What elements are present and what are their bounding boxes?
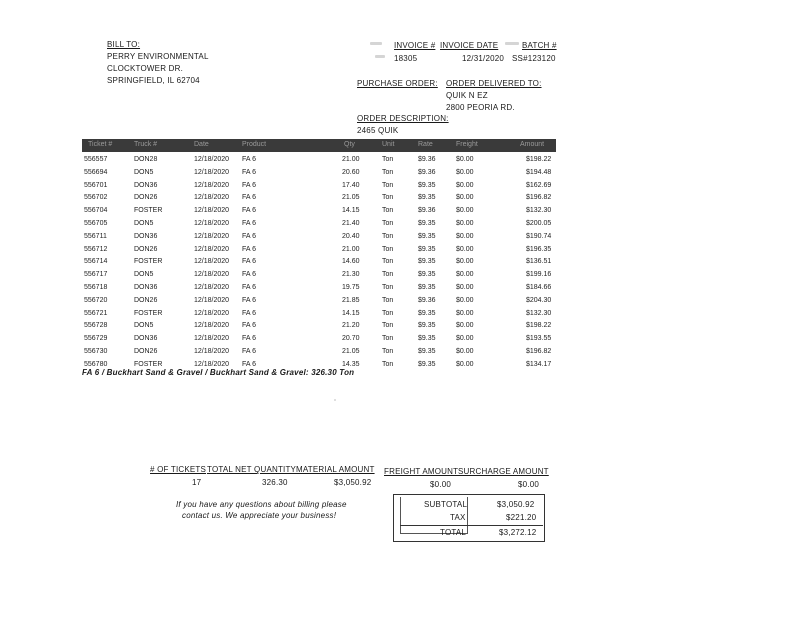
cell-unit: Ton	[382, 296, 394, 304]
cell-product: FA 6	[242, 322, 257, 330]
cell-unit: Ton	[382, 335, 394, 343]
cell-truck: DON36	[134, 181, 158, 189]
cell-ticket: 556714	[84, 258, 108, 266]
cell-freight: $0.00	[456, 322, 474, 330]
surcharge-value: $0.00	[518, 480, 540, 489]
cell-date: 12/18/2020	[194, 296, 230, 304]
tax-value: $221.20	[506, 513, 537, 522]
cell-ticket: 556717	[84, 271, 108, 279]
cell-rate: $9.35	[418, 194, 436, 202]
cell-unit: Ton	[382, 271, 394, 279]
total-label: TOTAL	[440, 528, 467, 537]
cell-qty: 21.30	[342, 271, 360, 279]
cell-freight: $0.00	[456, 194, 474, 202]
cell-product: FA 6	[242, 232, 257, 240]
cell-rate: $9.35	[418, 220, 436, 227]
cell-freight: $0.00	[456, 271, 474, 279]
cell-amount: $200.05	[526, 220, 552, 227]
tickets-value: 17	[192, 478, 202, 487]
cell-product: FA 6	[242, 245, 257, 253]
header-date: Date	[194, 141, 209, 148]
cell-amount: $194.48	[526, 168, 552, 176]
header-product: Product	[242, 141, 267, 148]
order-description-label: ORDER DESCRIPTION:	[357, 114, 449, 123]
cell-unit: Ton	[382, 181, 394, 189]
cell-qty: 17.40	[342, 181, 360, 189]
freight-value: $0.00	[430, 480, 452, 489]
cell-rate: $9.35	[418, 309, 436, 317]
cell-rate: $9.36	[418, 296, 436, 304]
cell-product: FA 6	[242, 156, 257, 163]
cell-truck: DON28	[134, 156, 158, 163]
cell-freight: $0.00	[456, 245, 474, 253]
cell-unit: Ton	[382, 220, 394, 227]
cell-freight: $0.00	[456, 232, 474, 240]
cell-date: 12/18/2020	[194, 181, 230, 189]
header-amount: Amount	[520, 141, 545, 148]
cell-unit: Ton	[382, 194, 394, 202]
cell-ticket: 556780	[84, 360, 108, 368]
cell-freight: $0.00	[456, 348, 474, 355]
cell-date: 12/18/2020	[194, 360, 230, 368]
cell-rate: $9.35	[418, 181, 436, 189]
cell-qty: 21.05	[342, 194, 360, 202]
cell-product: FA 6	[242, 258, 257, 266]
cell-rate: $9.35	[418, 322, 436, 330]
cell-truck: FOSTER	[134, 207, 163, 215]
scan-noise	[375, 55, 385, 58]
cell-amount: $132.30	[526, 309, 552, 317]
cell-freight: $0.00	[456, 181, 474, 189]
cell-product: FA 6	[242, 284, 257, 291]
invoice-number-label: INVOICE #	[394, 41, 436, 50]
cell-unit: Ton	[382, 348, 394, 355]
cell-truck: DON36	[134, 284, 158, 291]
cell-truck: DON36	[134, 232, 158, 240]
cell-truck: DON26	[134, 194, 158, 202]
cell-date: 12/18/2020	[194, 309, 230, 317]
cell-product: FA 6	[242, 296, 257, 304]
cell-amount: $199.16	[526, 271, 552, 279]
cell-rate: $9.35	[418, 258, 436, 266]
cell-qty: 14.15	[342, 207, 360, 215]
cell-date: 12/18/2020	[194, 207, 230, 215]
cell-rate: $9.36	[418, 156, 436, 163]
cell-freight: $0.00	[456, 335, 474, 343]
delivered-to-line-1: QUIK N EZ	[446, 91, 488, 100]
cell-product: FA 6	[242, 271, 257, 279]
net-qty-value: 326.30	[262, 478, 288, 487]
cell-qty: 19.75	[342, 284, 360, 291]
cell-date: 12/18/2020	[194, 348, 230, 355]
cell-freight: $0.00	[456, 168, 474, 176]
cell-date: 12/18/2020	[194, 245, 230, 253]
cell-amount: $190.74	[526, 232, 552, 240]
cell-amount: $193.55	[526, 335, 552, 343]
material-label: MATERIAL AMOUNT	[296, 465, 375, 474]
cell-qty: 20.40	[342, 232, 360, 240]
cell-truck: FOSTER	[134, 360, 163, 368]
cell-date: 12/18/2020	[194, 232, 230, 240]
cell-freight: $0.00	[456, 309, 474, 317]
cell-date: 12/18/2020	[194, 271, 230, 279]
cell-ticket: 556702	[84, 194, 108, 202]
cell-qty: 14.60	[342, 258, 360, 266]
cell-qty: 20.70	[342, 335, 360, 343]
delivered-to-label: ORDER DELIVERED TO:	[446, 79, 542, 88]
cell-unit: Ton	[382, 156, 394, 163]
cell-qty: 21.85	[342, 296, 360, 304]
cell-freight: $0.00	[456, 360, 474, 368]
cell-truck: FOSTER	[134, 258, 163, 266]
cell-freight: $0.00	[456, 284, 474, 291]
cell-ticket: 556729	[84, 335, 108, 343]
cell-rate: $9.35	[418, 335, 436, 343]
invoice-number-value: 18305	[394, 54, 418, 63]
cell-date: 12/18/2020	[194, 335, 230, 343]
scan-noise	[370, 42, 382, 45]
cell-freight: $0.00	[456, 220, 474, 227]
cell-unit: Ton	[382, 258, 394, 266]
purchase-order-label: PURCHASE ORDER:	[357, 79, 438, 88]
cell-unit: Ton	[382, 245, 394, 253]
product-summary: FA 6 / Buckhart Sand & Gravel / Buckhart Sand & Gravel: 326.30 Ton	[82, 368, 355, 377]
cell-rate: $9.35	[418, 245, 436, 253]
bill-to-line-2: CLOCKTOWER DR.	[107, 64, 183, 73]
cell-date: 12/18/2020	[194, 258, 230, 266]
cell-truck: DON26	[134, 296, 158, 304]
cell-product: FA 6	[242, 220, 257, 227]
header-qty: Qty	[344, 141, 355, 148]
cell-amount: $136.51	[526, 258, 552, 266]
cell-truck: DON26	[134, 348, 158, 355]
cell-rate: $9.35	[418, 284, 436, 291]
tickets-label: # OF TICKETS	[150, 465, 207, 474]
cell-qty: 21.40	[342, 220, 360, 227]
cell-rate: $9.35	[418, 232, 436, 240]
cell-ticket: 556711	[84, 232, 107, 240]
subtotal-label: SUBTOTAL	[424, 500, 468, 509]
cell-amount: $198.22	[526, 322, 552, 330]
cell-truck: DON5	[134, 322, 154, 330]
header-unit: Unit	[382, 141, 395, 148]
cell-truck: DON36	[134, 335, 158, 343]
header-freight: Freight	[456, 141, 478, 148]
cell-amount: $134.17	[526, 360, 552, 368]
cell-qty: 14.35	[342, 360, 360, 368]
cell-product: FA 6	[242, 181, 257, 189]
cell-unit: Ton	[382, 360, 394, 368]
total-value: $3,272.12	[499, 528, 537, 537]
cell-amount: $184.66	[526, 284, 552, 291]
cell-truck: DON5	[134, 220, 154, 227]
cell-freight: $0.00	[456, 258, 474, 266]
cell-rate: $9.35	[418, 360, 436, 368]
cell-product: FA 6	[242, 207, 257, 215]
cell-product: FA 6	[242, 348, 257, 355]
cell-rate: $9.36	[418, 207, 436, 215]
cell-ticket: 556557	[84, 156, 108, 163]
cell-ticket: 556720	[84, 296, 108, 304]
total-divider	[400, 525, 543, 526]
cell-qty: 21.05	[342, 348, 360, 355]
cell-rate: $9.36	[418, 168, 436, 176]
batch-number-value: SS#123120	[512, 54, 556, 63]
cell-unit: Ton	[382, 168, 394, 176]
cell-freight: $0.00	[456, 156, 474, 163]
cell-product: FA 6	[242, 168, 257, 176]
cell-product: FA 6	[242, 335, 257, 343]
cell-unit: Ton	[382, 232, 394, 240]
cell-freight: $0.00	[456, 296, 474, 304]
cell-ticket: 556730	[84, 348, 108, 355]
cell-ticket: 556701	[84, 181, 108, 189]
cell-ticket: 556721	[84, 309, 108, 317]
cell-product: FA 6	[242, 194, 257, 202]
cell-ticket: 556704	[84, 207, 108, 215]
cell-freight: $0.00	[456, 207, 474, 215]
cell-date: 12/18/2020	[194, 156, 230, 163]
cell-date: 12/18/2020	[194, 220, 230, 227]
bill-to-line-1: PERRY ENVIRONMENTAL	[107, 52, 209, 61]
cell-amount: $198.22	[526, 156, 552, 163]
cell-ticket: 556728	[84, 322, 108, 330]
cell-rate: $9.35	[418, 348, 436, 355]
cell-qty: 21.00	[342, 156, 360, 163]
cell-date: 12/18/2020	[194, 284, 230, 291]
cell-unit: Ton	[382, 284, 394, 291]
material-value: $3,050.92	[334, 478, 372, 487]
cell-product: FA 6	[242, 360, 257, 368]
cell-unit: Ton	[382, 309, 394, 317]
cell-qty: 21.20	[342, 322, 360, 330]
header-rate: Rate	[418, 141, 433, 148]
bill-to-line-3: SPRINGFIELD, IL 62704	[107, 76, 200, 85]
header-truck: Truck #	[134, 141, 158, 148]
cell-truck: DON5	[134, 168, 154, 176]
footer-note-line-2: contact us. We appreciate your business!	[182, 511, 337, 520]
cell-amount: $196.35	[526, 245, 552, 253]
cell-product: FA 6	[242, 309, 257, 317]
table-header	[82, 139, 556, 152]
tax-label: TAX	[450, 513, 466, 522]
cell-ticket: 556694	[84, 168, 108, 176]
cell-rate: $9.35	[418, 271, 436, 279]
cell-qty: 20.60	[342, 168, 360, 176]
cell-unit: Ton	[382, 322, 394, 330]
header-ticket: Ticket #	[88, 141, 113, 148]
delivered-to-line-2: 2800 PEORIA RD.	[446, 103, 515, 112]
cell-date: 12/18/2020	[194, 168, 230, 176]
cell-amount: $162.69	[526, 181, 552, 189]
cell-unit: Ton	[382, 207, 394, 215]
scan-noise	[334, 399, 336, 401]
subtotal-value: $3,050.92	[497, 500, 535, 509]
cell-qty: 21.00	[342, 245, 360, 253]
cell-amount: $204.30	[526, 296, 552, 304]
footer-note-line-1: If you have any questions about billing please	[176, 500, 347, 509]
invoice-date-label: INVOICE DATE	[440, 41, 499, 50]
invoice-date-value: 12/31/2020	[462, 54, 505, 63]
cell-truck: DON5	[134, 271, 154, 279]
cell-ticket: 556718	[84, 284, 108, 291]
bill-to-label: BILL TO:	[107, 40, 141, 49]
surcharge-label: SURCHARGE AMOUNT	[458, 467, 549, 476]
batch-number-label: BATCH #	[522, 41, 557, 50]
cell-amount: $196.82	[526, 194, 552, 202]
freight-label: FREIGHT AMOUNT	[384, 467, 459, 476]
cell-ticket: 556712	[84, 245, 108, 253]
scan-noise	[505, 42, 519, 45]
cell-date: 12/18/2020	[194, 322, 230, 330]
cell-amount: $132.30	[526, 207, 552, 215]
cell-date: 12/18/2020	[194, 194, 230, 202]
cell-truck: FOSTER	[134, 309, 163, 317]
order-description-value: 2465 QUIK	[357, 126, 399, 135]
cell-amount: $196.82	[526, 348, 552, 355]
cell-qty: 14.15	[342, 309, 360, 317]
cell-ticket: 556705	[84, 220, 108, 227]
cell-truck: DON26	[134, 245, 158, 253]
net-qty-label: TOTAL NET QUANTITY	[207, 465, 297, 474]
